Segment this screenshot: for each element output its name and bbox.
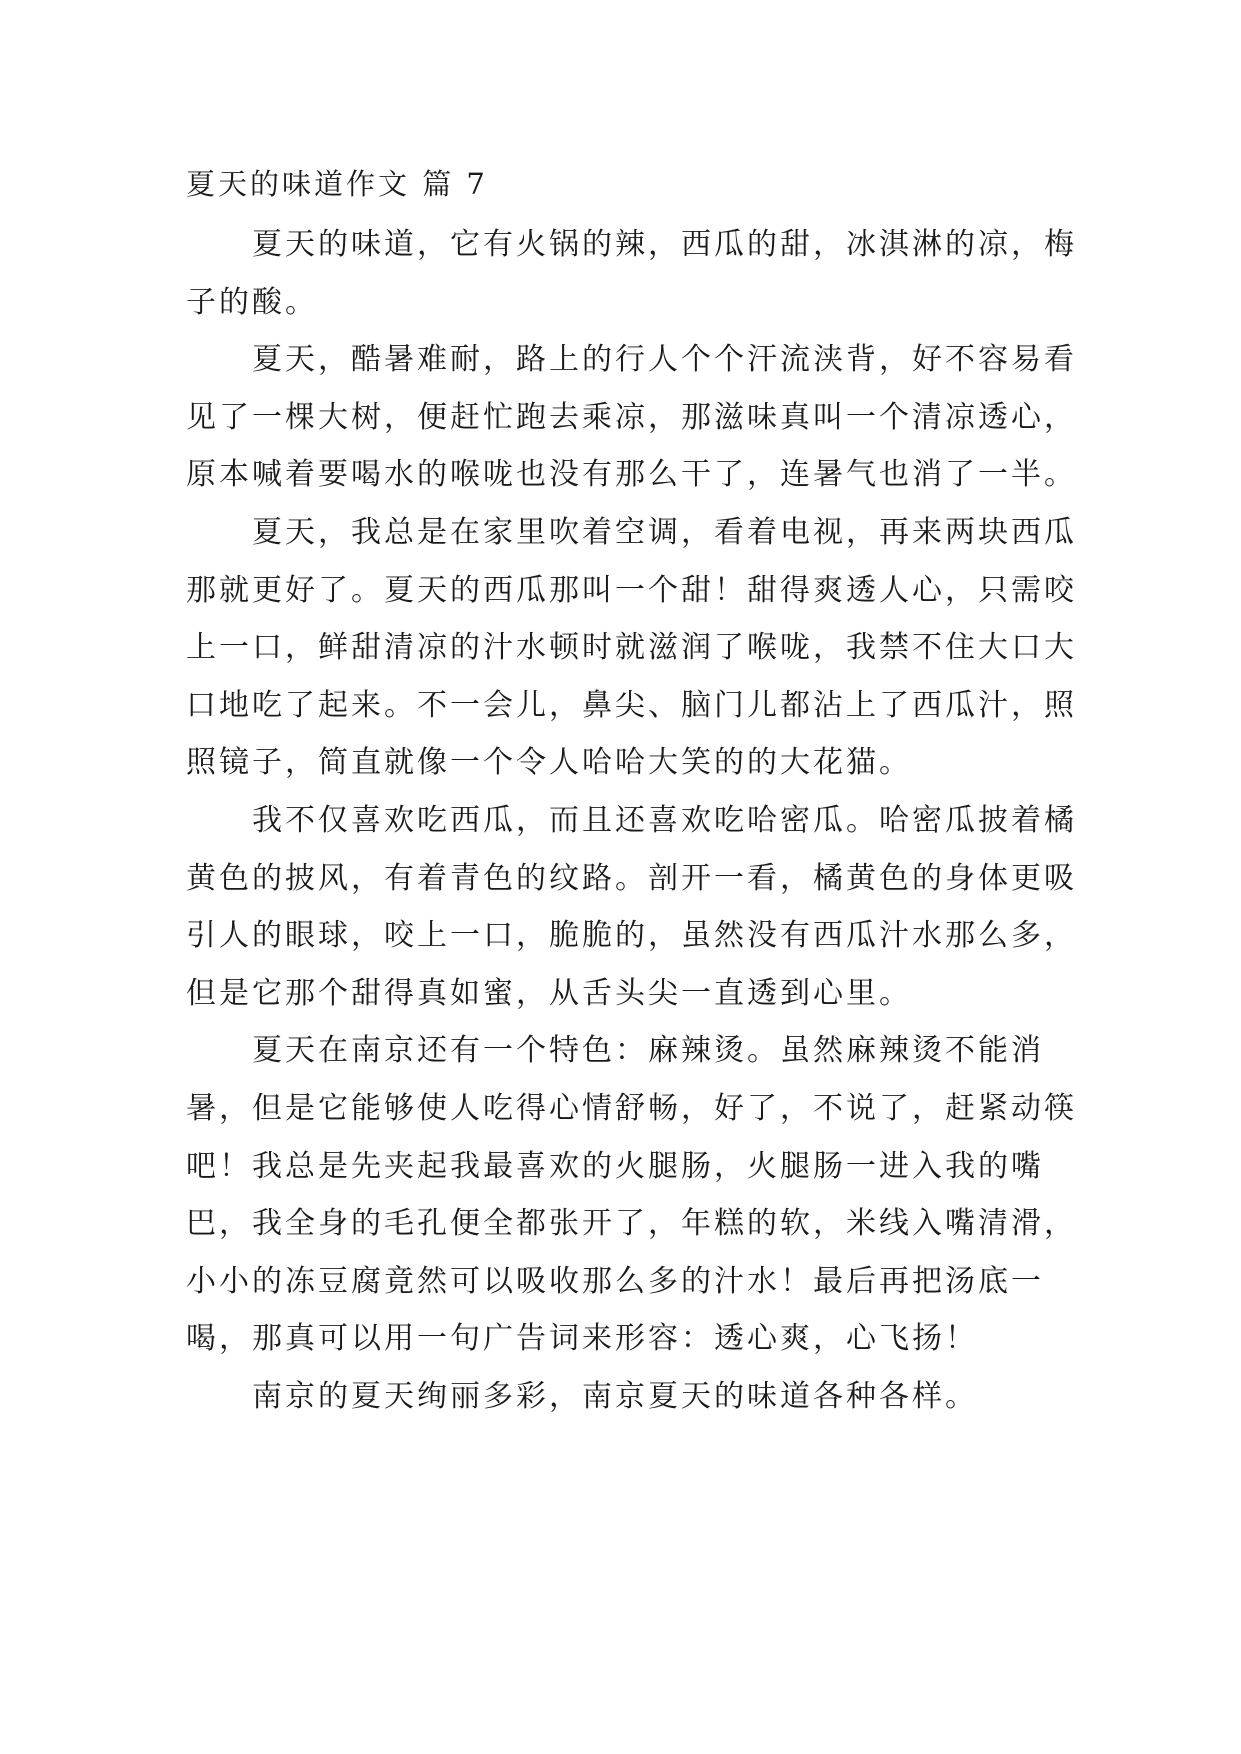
essay-title: 夏天的味道作文 篇 7 bbox=[186, 167, 488, 201]
document-body bbox=[186, 164, 1086, 1425]
paragraph-1: 夏天的味道，它有火锅的辣，西瓜的甜，冰淇淋的凉，梅子的酸。 bbox=[186, 227, 1077, 320]
paragraph-4: 我不仅喜欢吃西瓜，而且还喜欢吃哈密瓜。哈密瓜披着橘黄色的披风，有着青色的纹路。剖开一看，橘黄色的身体更吸引人的眼球，咬上一口，脆脆的，虽然没有西瓜汁水那么多，但是它那个甜得真如蜜，从舌头尖一直透到心里。 bbox=[186, 802, 1077, 1011]
paragraph-2: 夏天，酷暑难耐，路上的行人个个汗流浃背，好不容易看见了一棵大树，便赶忙跑去乘凉，那滋味真叫一个清凉透心，原本喊着要喝水的喉咙也没有那么干了，连暑气也消了一半。 bbox=[186, 342, 1077, 493]
paragraph-6: 南京的夏天绚丽多彩，南京夏天的味道各种各样。 bbox=[252, 1378, 978, 1414]
paragraph-5: 夏天在南京还有一个特色：麻辣烫。虽然麻辣烫不能消暑，但是它能够使人吃得心情舒畅，好了，不说了，赶紧动筷吧！我总是先夹起我最喜欢的火腿肠，火腿肠一进入我的嘴巴，我全身的毛孔便全都张开了，年糕的软，米线入嘴清滑，小小的冻豆腐竟然可以吸收那么多的汁水！最后再把汤底一喝，那真可以用一句广告词来形容：透心爽，心飞扬！ bbox=[186, 1033, 1077, 1357]
paragraph-3: 夏天，我总是在家里吹着空调，看着电视，再来两块西瓜那就更好了。夏天的西瓜那叫一个甜！甜得爽透人心，只需咬上一口，鲜甜清凉的汁水顿时就滋润了喉咙，我禁不住大口大口地吃了起来。不一会儿，鼻尖、脑门儿都沾上了西瓜汁，照照镜子，简直就像一个令人哈哈大笑的的大花猫。 bbox=[186, 514, 1077, 781]
